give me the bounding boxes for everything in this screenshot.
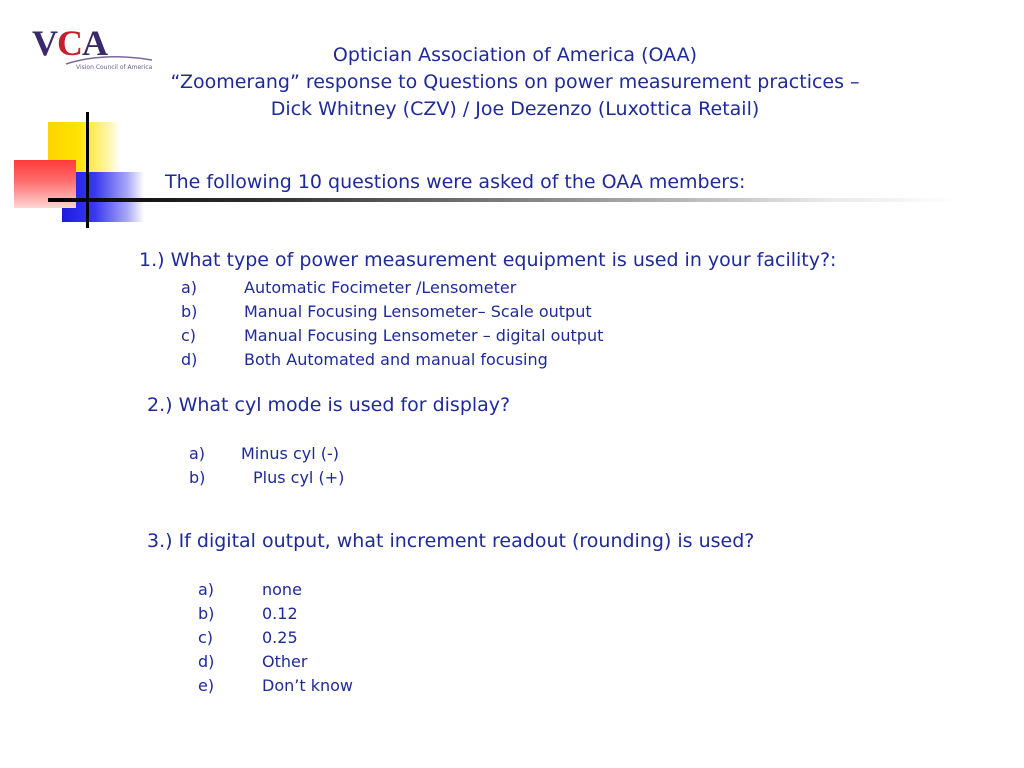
option-text: Minus cyl (-) — [241, 444, 340, 463]
q3-option-e — [198, 676, 353, 695]
q1-option-c — [181, 326, 603, 345]
option-letter: b) — [198, 604, 215, 623]
q1-option-d — [181, 350, 548, 369]
logo-lettering: VCA — [32, 23, 107, 63]
option-letter: b) — [189, 468, 206, 487]
option-text: 0.25 — [262, 628, 298, 647]
question-1: 1.) What type of power measurement equipment is used in your facility?: — [139, 249, 837, 271]
decor-vertical-rule — [86, 112, 89, 228]
option-letter: d) — [198, 652, 215, 671]
title-line-1: Optician Association of America (OAA) — [332, 44, 698, 66]
q1-option-a — [181, 278, 516, 297]
option-text: Both Automated and manual focusing — [244, 350, 548, 369]
option-letter: d) — [181, 350, 198, 369]
q3-option-b — [198, 604, 298, 623]
q3-option-c — [198, 628, 298, 647]
q2-option-a — [189, 444, 339, 463]
option-text: Automatic Focimeter /Lensometer — [244, 278, 517, 297]
vca-logo — [24, 20, 152, 78]
option-letter: c) — [181, 326, 197, 345]
option-text: Manual Focusing Lensometer – digital output — [244, 326, 604, 345]
option-letter: a) — [181, 278, 198, 297]
intro-text: The following 10 questions were asked of the OAA members: — [165, 171, 746, 193]
option-text: Manual Focusing Lensometer– Scale output — [244, 302, 592, 321]
option-letter: a) — [198, 580, 215, 599]
question-3: 3.) If digital output, what increment readout (rounding) is used? — [147, 530, 755, 552]
q3-option-a — [198, 580, 302, 599]
q1-option-b — [181, 302, 592, 321]
option-text: Plus cyl (+) — [253, 468, 345, 487]
page-title — [150, 42, 880, 123]
option-letter: e) — [198, 676, 215, 695]
option-letter: b) — [181, 302, 198, 321]
title-line-2: “Zoomerang” response to Questions on power measurement practices – — [170, 71, 860, 93]
decor-horizontal-rule — [48, 198, 960, 202]
question-2: 2.) What cyl mode is used for display? — [147, 394, 511, 416]
q2-option-b — [189, 468, 344, 487]
option-text: none — [262, 580, 302, 599]
option-letter: a) — [189, 444, 206, 463]
title-line-3: Dick Whitney (CZV) / Joe Dezenzo (Luxottica Retail) — [270, 98, 760, 120]
q3-option-d — [198, 652, 307, 671]
logo-tagline: Vision Council of America — [76, 64, 153, 71]
option-letter: c) — [198, 628, 214, 647]
option-text: 0.12 — [262, 604, 298, 623]
option-text: Don’t know — [262, 676, 353, 695]
option-text: Other — [262, 652, 308, 671]
